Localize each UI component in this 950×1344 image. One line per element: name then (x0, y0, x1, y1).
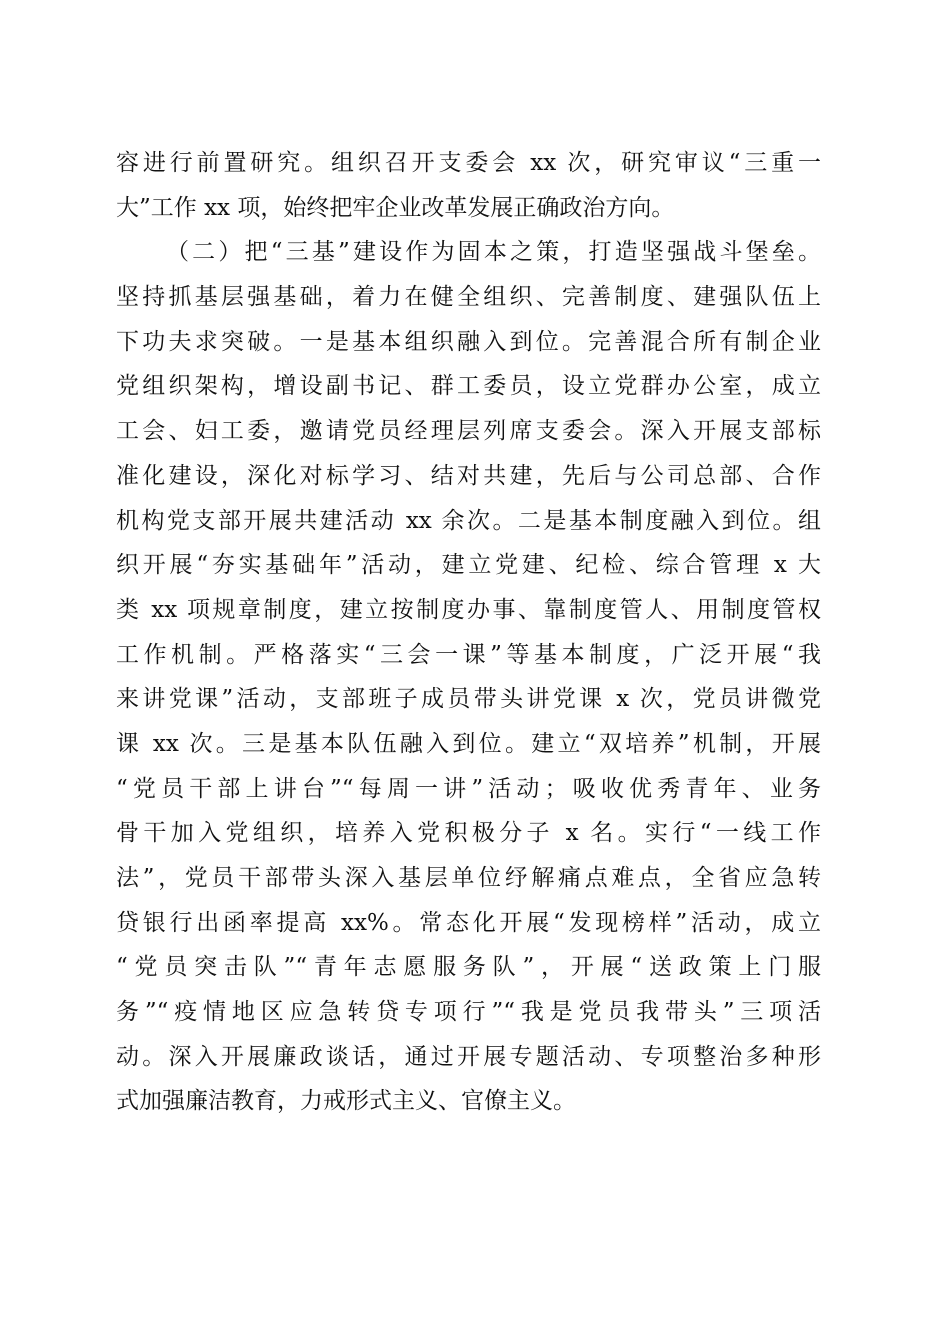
text-line: 动。深入开展廉政谈话，通过开展专题活动、专项整治多种形 (116, 1043, 821, 1070)
text-line: 工作机制。严格落实“三会一课”等基本制度，广泛开展“我 (116, 641, 821, 668)
text-line: “党员干部上讲台”“每周一讲”活动；吸收优秀青年、业务 (116, 775, 821, 802)
text-line: “党员突击队”“青年志愿服务队”，开展“送政策上门服 (116, 954, 821, 981)
text-line: 来讲党课”活动，支部班子成员带头讲党课 x 次，党员讲微党 (116, 686, 821, 713)
text-line: 工会、妇工委，邀请党员经理层列席支委会。深入开展支部标 (116, 418, 821, 445)
text-line: 大”工作 xx 项，始终把牢企业改革发展正确政治方向。 (116, 194, 675, 221)
section-heading-line: （二）把“三基”建设作为固本之策，打造坚强战斗堡垒。 (166, 239, 821, 266)
text-line: 下功夫求突破。一是基本组织融入到位。完善混合所有制企业 (116, 328, 821, 355)
text-line: 织开展“夯实基础年”活动，建立党建、纪检、综合管理 x 大 (116, 552, 821, 579)
text-line: 容进行前置研究。组织召开支委会 xx 次，研究审议“三重一 (116, 150, 821, 176)
text-line: 坚持抓基层强基础，着力在健全组织、完善制度、建强队伍上 (116, 284, 821, 311)
text-line: 法”，党员干部带头深入基层单位纾解痛点难点，全省应急转 (116, 865, 821, 891)
body-text (116, 141, 836, 1124)
text-line: 机构党支部开展共建活动 xx 余次。二是基本制度融入到位。组 (116, 507, 821, 534)
text-line: 务”“疫情地区应急转贷专项行”“我是党员我带头”三项活 (116, 999, 821, 1026)
text-line: 准化建设，深化对标学习、结对共建，先后与公司总部、合作 (116, 462, 821, 489)
text-line: 课 xx 次。三是基本队伍融入到位。建立“双培养”机制，开展 (116, 730, 821, 757)
text-line: 党组织架构，增设副书记、群工委员，设立党群办公室，成立 (116, 373, 821, 400)
text-line: 式加强廉洁教育，力戒形式主义、官僚主义。 (116, 1088, 576, 1115)
text-line: 骨干加入党组织，培养入党积极分子 x 名。实行“一线工作 (116, 820, 821, 847)
text-line: 类 xx 项规章制度，建立按制度办事、靠制度管人、用制度管权 (116, 596, 821, 623)
text-line: 贷银行出函率提高 xx%。常态化开展“发现榜样”活动，成立 (116, 909, 821, 936)
